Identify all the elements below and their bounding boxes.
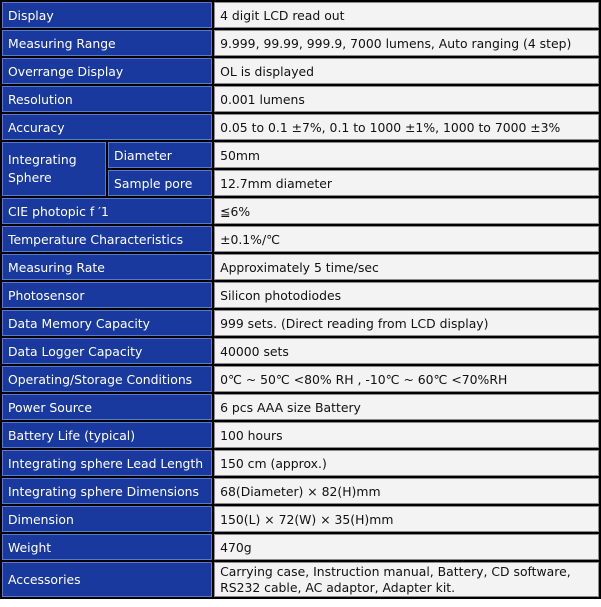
- row-value: 470g: [214, 534, 599, 560]
- row-label: Power Source: [2, 394, 212, 420]
- table-row: [2, 394, 599, 420]
- table-row: [2, 254, 599, 280]
- row-value: 0.001 lumens: [214, 86, 599, 112]
- sphere-label-line2: Sphere: [8, 170, 52, 185]
- sphere-pore-label: Sample pore: [108, 170, 212, 196]
- row-value: 150 cm (approx.): [214, 450, 599, 476]
- table-row: [2, 58, 599, 84]
- table-row: [2, 450, 599, 476]
- sphere-label-line1: Integrating: [8, 152, 77, 167]
- row-value: 4 digit LCD read out: [214, 2, 599, 28]
- row-value: Silicon photodiodes: [214, 282, 599, 308]
- sphere-group-label: [2, 142, 106, 196]
- row-label: Operating/Storage Conditions: [2, 366, 212, 392]
- row-value: Approximately 5 time/sec: [214, 254, 599, 280]
- table-row: [2, 114, 599, 140]
- table-row: [2, 86, 599, 112]
- row-value: ≦6%: [214, 198, 599, 224]
- table-row: [2, 282, 599, 308]
- row-value: 0℃ ~ 50℃ <80% RH , -10℃ ~ 60℃ <70%RH: [214, 366, 599, 392]
- sphere-pore-value: 12.7mm diameter: [214, 170, 599, 196]
- table-row: [2, 30, 599, 56]
- table-row: [2, 534, 599, 560]
- row-value: 150(L) × 72(W) × 35(H)mm: [214, 506, 599, 532]
- row-value: 9.999, 99.99, 999.9, 7000 lumens, Auto ranging (4 step): [214, 30, 599, 56]
- row-label: Photosensor: [2, 282, 212, 308]
- row-label: Battery Life (typical): [2, 422, 212, 448]
- table-row: [2, 198, 599, 224]
- table-row: [2, 366, 599, 392]
- accessories-line1: Carrying case, Instruction manual, Battery, CD software,: [220, 564, 571, 579]
- row-value: 6 pcs AAA size Battery: [214, 394, 599, 420]
- row-label: Data Logger Capacity: [2, 338, 212, 364]
- sphere-diameter-label: Diameter: [108, 142, 212, 168]
- table-row: [2, 226, 599, 252]
- row-value: 100 hours: [214, 422, 599, 448]
- table-row: [2, 506, 599, 532]
- row-label: Data Memory Capacity: [2, 310, 212, 336]
- row-value: 0.05 to 0.1 ±7%, 0.1 to 1000 ±1%, 1000 to 7000 ±3%: [214, 114, 599, 140]
- row-label: Display: [2, 2, 212, 28]
- row-label: Resolution: [2, 86, 212, 112]
- row-value: 68(Diameter) × 82(H)mm: [214, 478, 599, 504]
- table-row: [2, 142, 599, 168]
- row-label: Accuracy: [2, 114, 212, 140]
- table-row: [2, 562, 599, 597]
- accessories-value: [214, 562, 599, 597]
- row-label: Dimension: [2, 506, 212, 532]
- table-row: [2, 422, 599, 448]
- row-value: 40000 sets: [214, 338, 599, 364]
- table-row: [2, 338, 599, 364]
- row-label: Measuring Rate: [2, 254, 212, 280]
- row-label: Integrating sphere Lead Length: [2, 450, 212, 476]
- row-value: ±0.1%/℃: [214, 226, 599, 252]
- table-row: [2, 310, 599, 336]
- table-row: [2, 2, 599, 28]
- row-value: 999 sets. (Direct reading from LCD display): [214, 310, 599, 336]
- sphere-diameter-value: 50mm: [214, 142, 599, 168]
- row-label: Measuring Range: [2, 30, 212, 56]
- row-label: Integrating sphere Dimensions: [2, 478, 212, 504]
- row-label: CIE photopic f ′1: [2, 198, 212, 224]
- row-label: Accessories: [2, 562, 212, 597]
- row-value: OL is displayed: [214, 58, 599, 84]
- row-label: Weight: [2, 534, 212, 560]
- accessories-line2: RS232 cable, AC adaptor, Adapter kit.: [220, 580, 456, 595]
- table-row: [2, 478, 599, 504]
- row-label: Overrange Display: [2, 58, 212, 84]
- row-label: Temperature Characteristics: [2, 226, 212, 252]
